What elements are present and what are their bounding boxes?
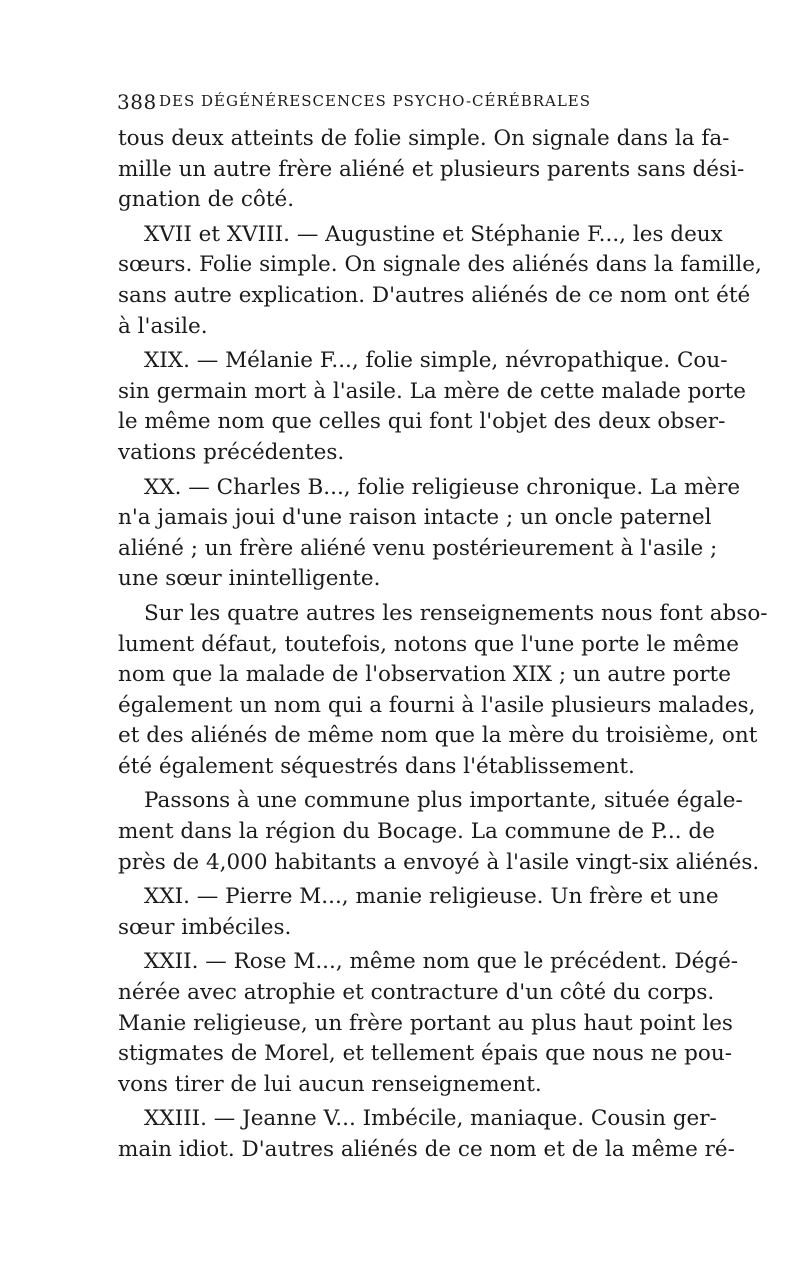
text-line: XXII. — Rose M..., même nom que le précédent. Dégé- (144, 949, 739, 975)
paragraph (118, 786, 760, 878)
running-title: DES DÉGÉNÉRESCENCES PSYCHO-CÉRÉBRALES (159, 92, 592, 110)
text-line: n'a jamais joui d'une raison intacte ; un oncle paternel (118, 505, 712, 531)
text-line: tous deux atteints de folie simple. On signale dans la fa- (118, 126, 730, 151)
text-line: nom que la malade de l'observation XIX ; un autre porte (118, 662, 731, 688)
text-line: nérée avec atrophie et contracture d'un côté du corps. (118, 980, 715, 1006)
text-line: près de 4,000 habitants a envoyé à l'asile vingt-six aliénés. (118, 849, 760, 875)
text-line: stigmates de Morel, et tellement épais que nous ne pou- (118, 1041, 732, 1067)
paragraph (118, 473, 741, 595)
text-line: été également séquestrés dans l'établissement. (118, 753, 635, 779)
text-line: XX. — Charles B..., folie religieuse chronique. La mère (144, 474, 741, 500)
body-text (118, 124, 768, 1170)
text-line: Passons à une commune plus importante, située égale- (144, 788, 743, 814)
text-line: mille un autre frère aliéné et plusieurs parents sans dési- (118, 156, 745, 182)
text-line: ment dans la région du Bocage. La commune de P... de (118, 819, 715, 845)
text-line: une sœur inintelligente. (118, 566, 381, 592)
text-line: XIX. — Mélanie F..., folie simple, névropathique. Cou- (144, 348, 728, 374)
text-line: Sur les quatre autres les renseignements nous font abso- (144, 600, 768, 626)
text-line: gnation de côté. (118, 187, 295, 213)
text-line: sans autre explication. D'autres aliénés de ce nom ont été (118, 282, 751, 308)
text-line: XXIII. — Jeanne V... Imbécile, maniaque. Cousin ger- (144, 1106, 717, 1132)
paragraph (118, 882, 719, 943)
paragraph (118, 220, 762, 342)
running-head (117, 88, 687, 120)
paragraph (118, 599, 768, 783)
paragraph (118, 346, 747, 468)
text-line: vons tirer de lui aucun renseignement. (118, 1071, 542, 1097)
text-line: sin germain mort à l'asile. La mère de cette malade porte (118, 378, 747, 404)
text-line: Manie religieuse, un frère portant au plus haut point les (118, 1010, 733, 1036)
text-line: main idiot. D'autres aliénés de ce nom et de la même ré- (118, 1137, 735, 1162)
text-line: à l'asile. (118, 313, 208, 339)
paragraph (118, 124, 745, 216)
paragraph (118, 947, 739, 1100)
text-line: sœurs. Folie simple. On signale des aliénés dans la famille, (118, 252, 762, 278)
text-line: sœur imbéciles. (118, 914, 292, 940)
text-line: et des aliénés de même nom que la mère du troisième, ont (118, 723, 758, 749)
text-line: XXI. — Pierre M..., manie religieuse. Un frère et une (144, 884, 719, 910)
text-line: aliéné ; un frère aliéné venu postérieurement à l'asile ; (118, 535, 718, 561)
text-line: vations précédentes. (118, 439, 345, 465)
text-line: lument défaut, toutefois, notons que l'une porte le même (118, 631, 739, 657)
text-line: le même nom que celles qui font l'objet des deux obser- (118, 409, 726, 435)
text-line: également un nom qui a fourni à l'asile plusieurs malades, (118, 692, 756, 718)
paragraph (118, 1104, 735, 1165)
page-number: 388 (117, 90, 157, 114)
text-line: XVII et XVIII. — Augustine et Stéphanie F..., les deux (144, 221, 723, 247)
